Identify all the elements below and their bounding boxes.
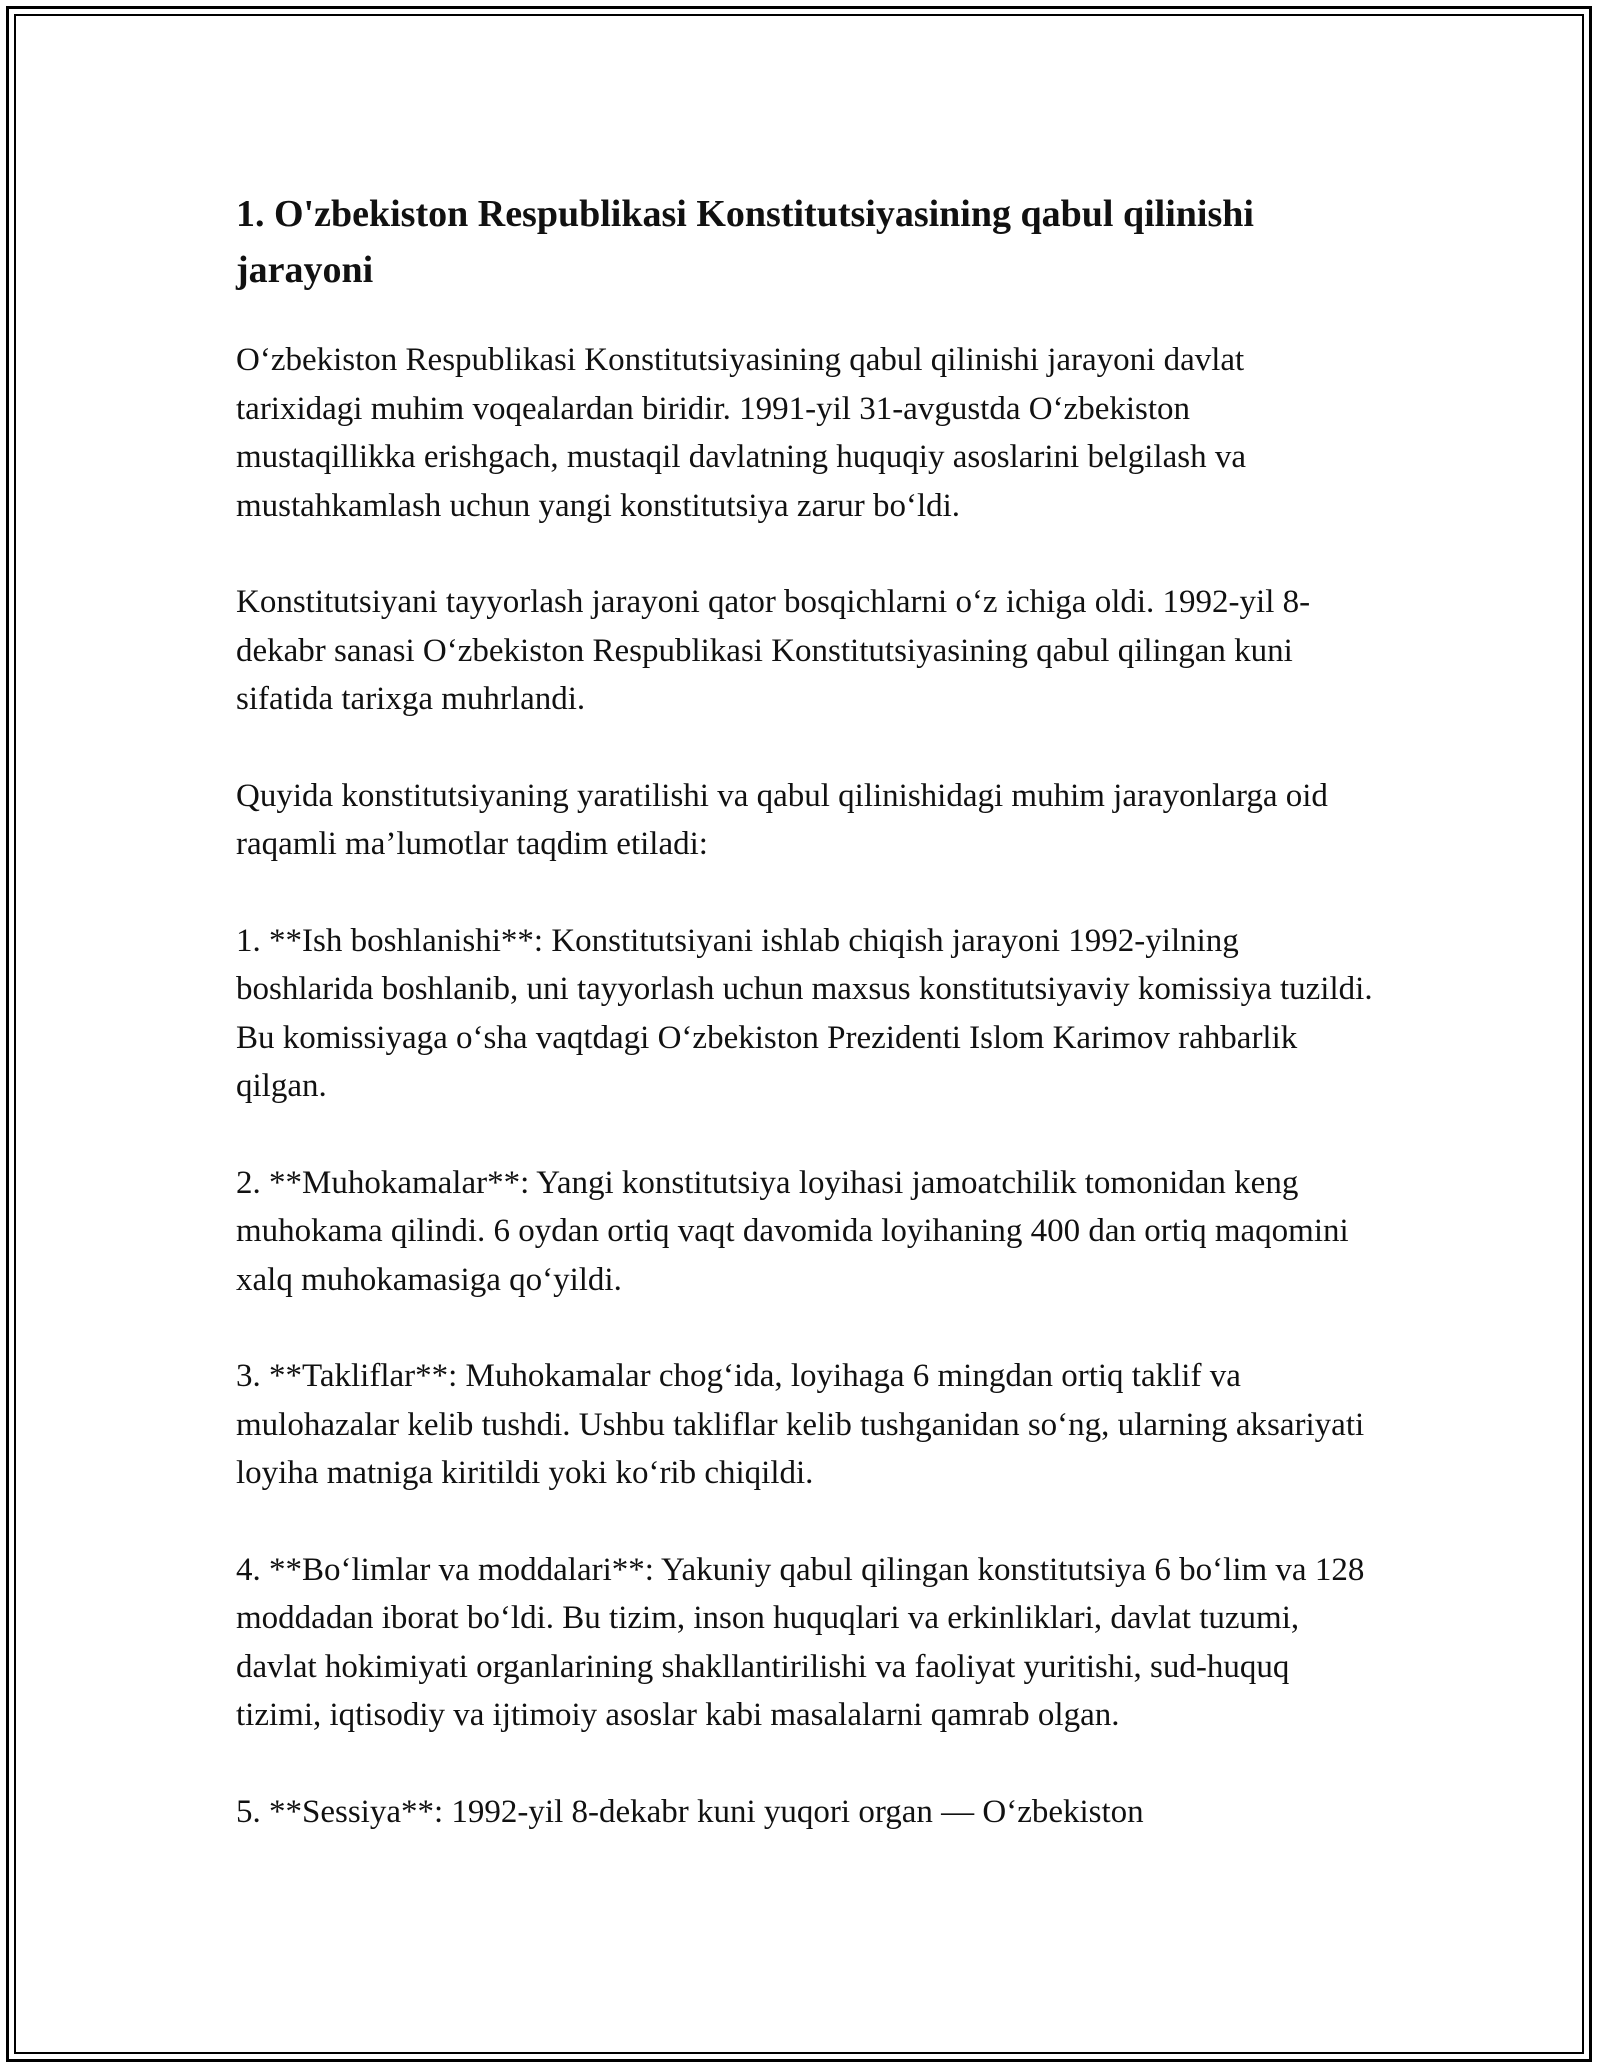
document-body <box>236 186 1376 1836</box>
list-item-sessiya: 5. **Sessiya**: 1992-yil 8-dekabr kuni yuqori organ — O‘zbekiston <box>236 1793 1144 1830</box>
preparation-paragraph: Konstitutsiyani tayyorlash jarayoni qator bosqichlarni o‘z ichiga oldi. 1992-yil 8-dekabr sanasi O‘zbekiston Respublikasi Konstitutsiyasining qabul qilingan kuni sifatida tarixga muhrlandi. <box>236 584 1311 717</box>
list-item-bolimlar: 4. **Bo‘limlar va moddalari**: Yakuniy qabul qilingan konstitutsiya 6 bo‘lim va 128 moddadan iborat bo‘ldi. Bu tizim, inson huquqlari va erkinliklari, davlat tuzumi, davlat hokimiyati organlarining shakllantirilishi va faoliyat yuritishi, sud-huquq tizimi, iqtisodiy va ijtimoiy asoslar kabi masalalarni qamrab olgan. <box>236 1551 1365 1733</box>
section-heading: 1. O'zbekiston Respublikasi Konstitutsiyasining qabul qilinishi jarayoni <box>236 193 1254 291</box>
list-item-ish-boshlanishi: 1. **Ish boshlanishi**: Konstitutsiyani ishlab chiqish jarayoni 1992-yilning boshlarida boshlanib, uni tayyorlash uchun maxsus konstitutsiyaviy komissiya tuzildi. Bu komissiyaga o‘sha vaqtdagi O‘zbekiston Prezidenti Islom Karimov rahbarlik qilgan. <box>236 922 1373 1104</box>
list-item-takliflar: 3. **Takliflar**: Muhokamalar chog‘ida, loyihaga 6 mingdan ortiq taklif va mulohazalar kelib tushdi. Ushbu takliflar kelib tushganidan so‘ng, ularning aksariyati loyiha matniga kiritildi yoki ko‘rib chiqildi. <box>236 1358 1365 1491</box>
list-item-muhokamalar: 2. **Muhokamalar**: Yangi konstitutsiya loyihasi jamoatchilik tomonidan keng muhokama qilindi. 6 oydan ortiq vaqt davomida loyihaning 400 dan ortiq maqomini xalq muhokamasiga qo‘yildi. <box>236 1164 1349 1298</box>
data-intro-paragraph: Quyida konstitutsiyaning yaratilishi va qabul qilinishidagi muhim jarayonlarga oid raqamli ma’lumotlar taqdim etiladi: <box>236 777 1328 862</box>
intro-paragraph: O‘zbekiston Respublikasi Konstitutsiyasining qabul qilinishi jarayoni davlat tarixidagi muhim voqealardan biridir. 1991-yil 31-avgustda O‘zbekiston mustaqillikka erishgach, mustaqil davlatning huquqiy asoslarini belgilash va mustahkamlash uchun yangi konstitutsiya zarur bo‘ldi. <box>236 342 1246 524</box>
